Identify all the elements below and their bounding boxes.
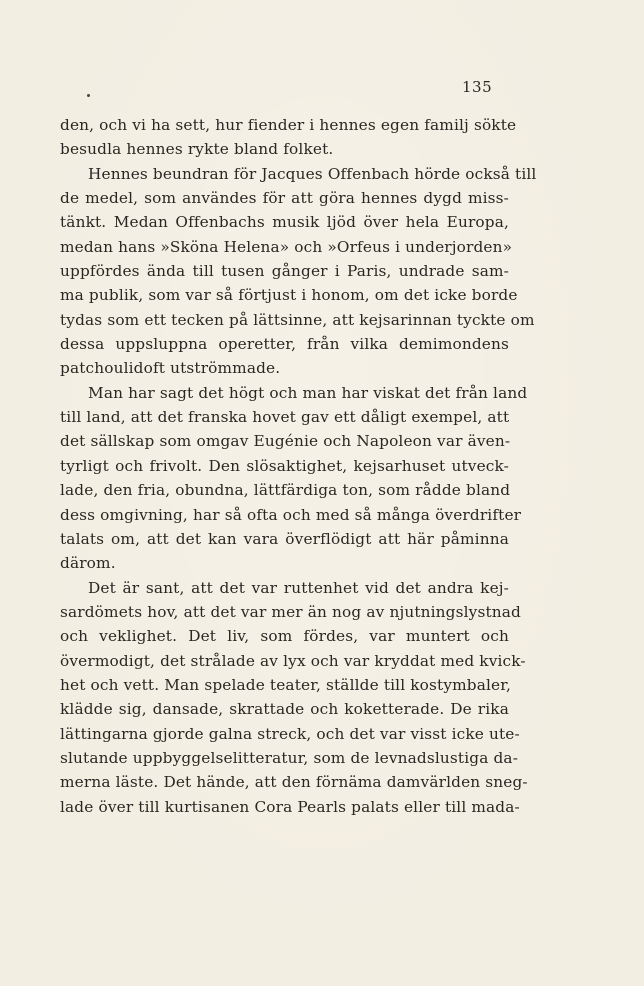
text-line: tänkt. Medan Offenbachs musik ljöd över hela Europa, — [60, 213, 509, 232]
text-line: ma publik, som var så förtjust i honom, om det icke borde — [60, 286, 518, 305]
text-line: tydas som ett tecken på lättsinne, att kejsarinnan tyckte om — [60, 310, 535, 329]
body-text — [60, 113, 537, 819]
text-line: medan hans »Sköna Helena» och »Orfeus i underjorden» — [60, 237, 513, 256]
text-line: lade, den fria, obundna, lättfärdiga ton, som rådde bland — [60, 481, 511, 500]
text-line: uppfördes ända till tusen gånger i Paris, undrade sam- — [60, 262, 509, 281]
text-line: besudla hennes rykte bland folket. — [60, 140, 334, 159]
text-line: dessa uppsluppna operetter, från vilka demimondens — [60, 335, 509, 354]
text-line: och veklighet. Det liv, som fördes, var muntert och — [60, 627, 509, 646]
text-line: sardömets hov, att det var mer än nog av njutningslystnad — [60, 602, 521, 621]
ink-dot — [87, 94, 90, 97]
text-line: klädde sig, dansade, skrattade och koketterade. De rika — [60, 700, 509, 719]
text-line: Det är sant, att det var ruttenhet vid det andra kej- — [88, 578, 509, 597]
text-line: de medel, som användes för att göra hennes dygd miss- — [60, 189, 509, 208]
text-line: Man har sagt det högt och man har viskat det från land — [88, 383, 528, 402]
text-line: het och vett. Man spelade teater, ställde till kostymbaler, — [60, 675, 512, 694]
text-line: tyrligt och frivolt. Den slösaktighet, kejsarhuset utveck- — [60, 456, 509, 475]
text-line: den, och vi ha sett, hur fiender i hennes egen familj sökte — [60, 116, 517, 134]
text-line: lade över till kurtisanen Cora Pearls palats eller till mada- — [60, 797, 520, 816]
text-line: slutande uppbyggelselitteratur, som de levnadslustiga da- — [60, 748, 519, 767]
text-line: därom. — [60, 554, 116, 573]
text-line: lättingarna gjorde galna streck, och det var visst icke ute- — [60, 724, 520, 743]
text-line: talats om, att det kan vara överflödigt att här påminna — [60, 529, 509, 548]
text-line: Hennes beundran för Jacques Offenbach hörde också till — [88, 164, 537, 183]
text-line: till land, att det franska hovet gav ett dåligt exempel, att — [60, 408, 510, 427]
text-line: patchoulidoft utströmmade. — [60, 359, 281, 378]
text-line: merna läste. Det hände, att den förnäma damvärlden sneg- — [60, 773, 528, 792]
page-number: 135 — [462, 78, 493, 96]
text-line: dess omgivning, har så ofta och med så många överdrifter — [60, 505, 522, 524]
text-line: det sällskap som omgav Eugénie och Napoleon var även- — [60, 432, 511, 451]
text-line: övermodigt, det strålade av lyx och var kryddat med kvick- — [60, 651, 526, 670]
